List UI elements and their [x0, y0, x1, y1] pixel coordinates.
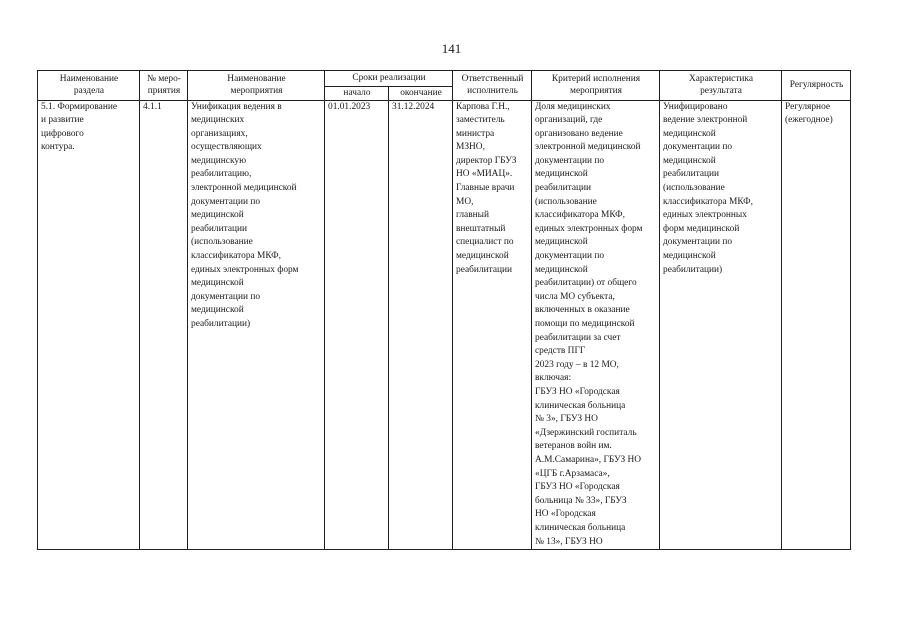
cell-event-number: 4.1.1 — [140, 100, 188, 550]
cell-end-date: 31.12.2024 — [389, 100, 453, 550]
header-event-name: Наименование мероприятия — [188, 71, 325, 101]
header-criterion: Критерий исполнения мероприятия — [532, 71, 660, 101]
header-section: Наименование раздела — [38, 71, 140, 101]
header-executor: Ответственный исполнитель — [453, 71, 532, 101]
table-header — [38, 71, 851, 101]
page-number: 141 — [441, 41, 462, 56]
header-result: Характеристика результата — [660, 71, 782, 101]
cell-event-name: Унификация ведения в медицинских организациях, осуществляющих медицинскую реабилитацию, электронной медицинской документации по медицинской реабилитации (использование классификатора МКФ, единых электронных форм медицинской документации по медицинской реабилитации) — [188, 100, 325, 550]
cell-result: Унифицировано ведение электронной медицинской документации по медицинской реабилитации (использование классификатора МКФ, единых электронных форм медицинской документации по медицинской реабилитации) — [660, 100, 782, 550]
table-row — [38, 100, 851, 550]
header-regularity: Регулярность — [782, 71, 851, 101]
plan-table — [37, 70, 851, 550]
header-event-number: № меро- приятия — [140, 71, 188, 101]
header-terms: Сроки реализации — [325, 71, 453, 87]
header-terms-start: начало — [325, 87, 389, 101]
header-terms-end: окончание — [389, 87, 453, 101]
cell-start-date: 01.01.2023 — [325, 100, 389, 550]
cell-executor: Карпова Г.Н., заместитель министра МЗНО, директор ГБУЗ НО «МИАЦ». Главные врачи МО, главный внештатный специалист по медицинской реабилитации — [453, 100, 532, 550]
cell-section: 5.1. Формирование и развитие цифрового контура. — [38, 100, 140, 550]
cell-criterion: Доля медицинских организаций, где организовано ведение электронной медицинской документации по медицинской реабилитации (использование классификатора МКФ, единых электронных форм медицинской документации по медицинской реабилитации) от общего числа МО субъекта, включенных в оказание помощи по медицинской реабилитации за счет средств ПГГ 2023 году – в 12 МО, включая: ГБУЗ НО «Городская клиническая больница № 3», ГБУЗ НО «Дзержинский госпиталь ветеранов войн им. А.М.Самарина», ГБУЗ НО «ЦГБ г.Арзамаса», ГБУЗ НО «Городская больница № 33», ГБУЗ НО «Городская клиническая больница № 13», ГБУЗ НО — [532, 100, 660, 550]
cell-regularity: Регулярное (ежегодное) — [782, 100, 851, 550]
